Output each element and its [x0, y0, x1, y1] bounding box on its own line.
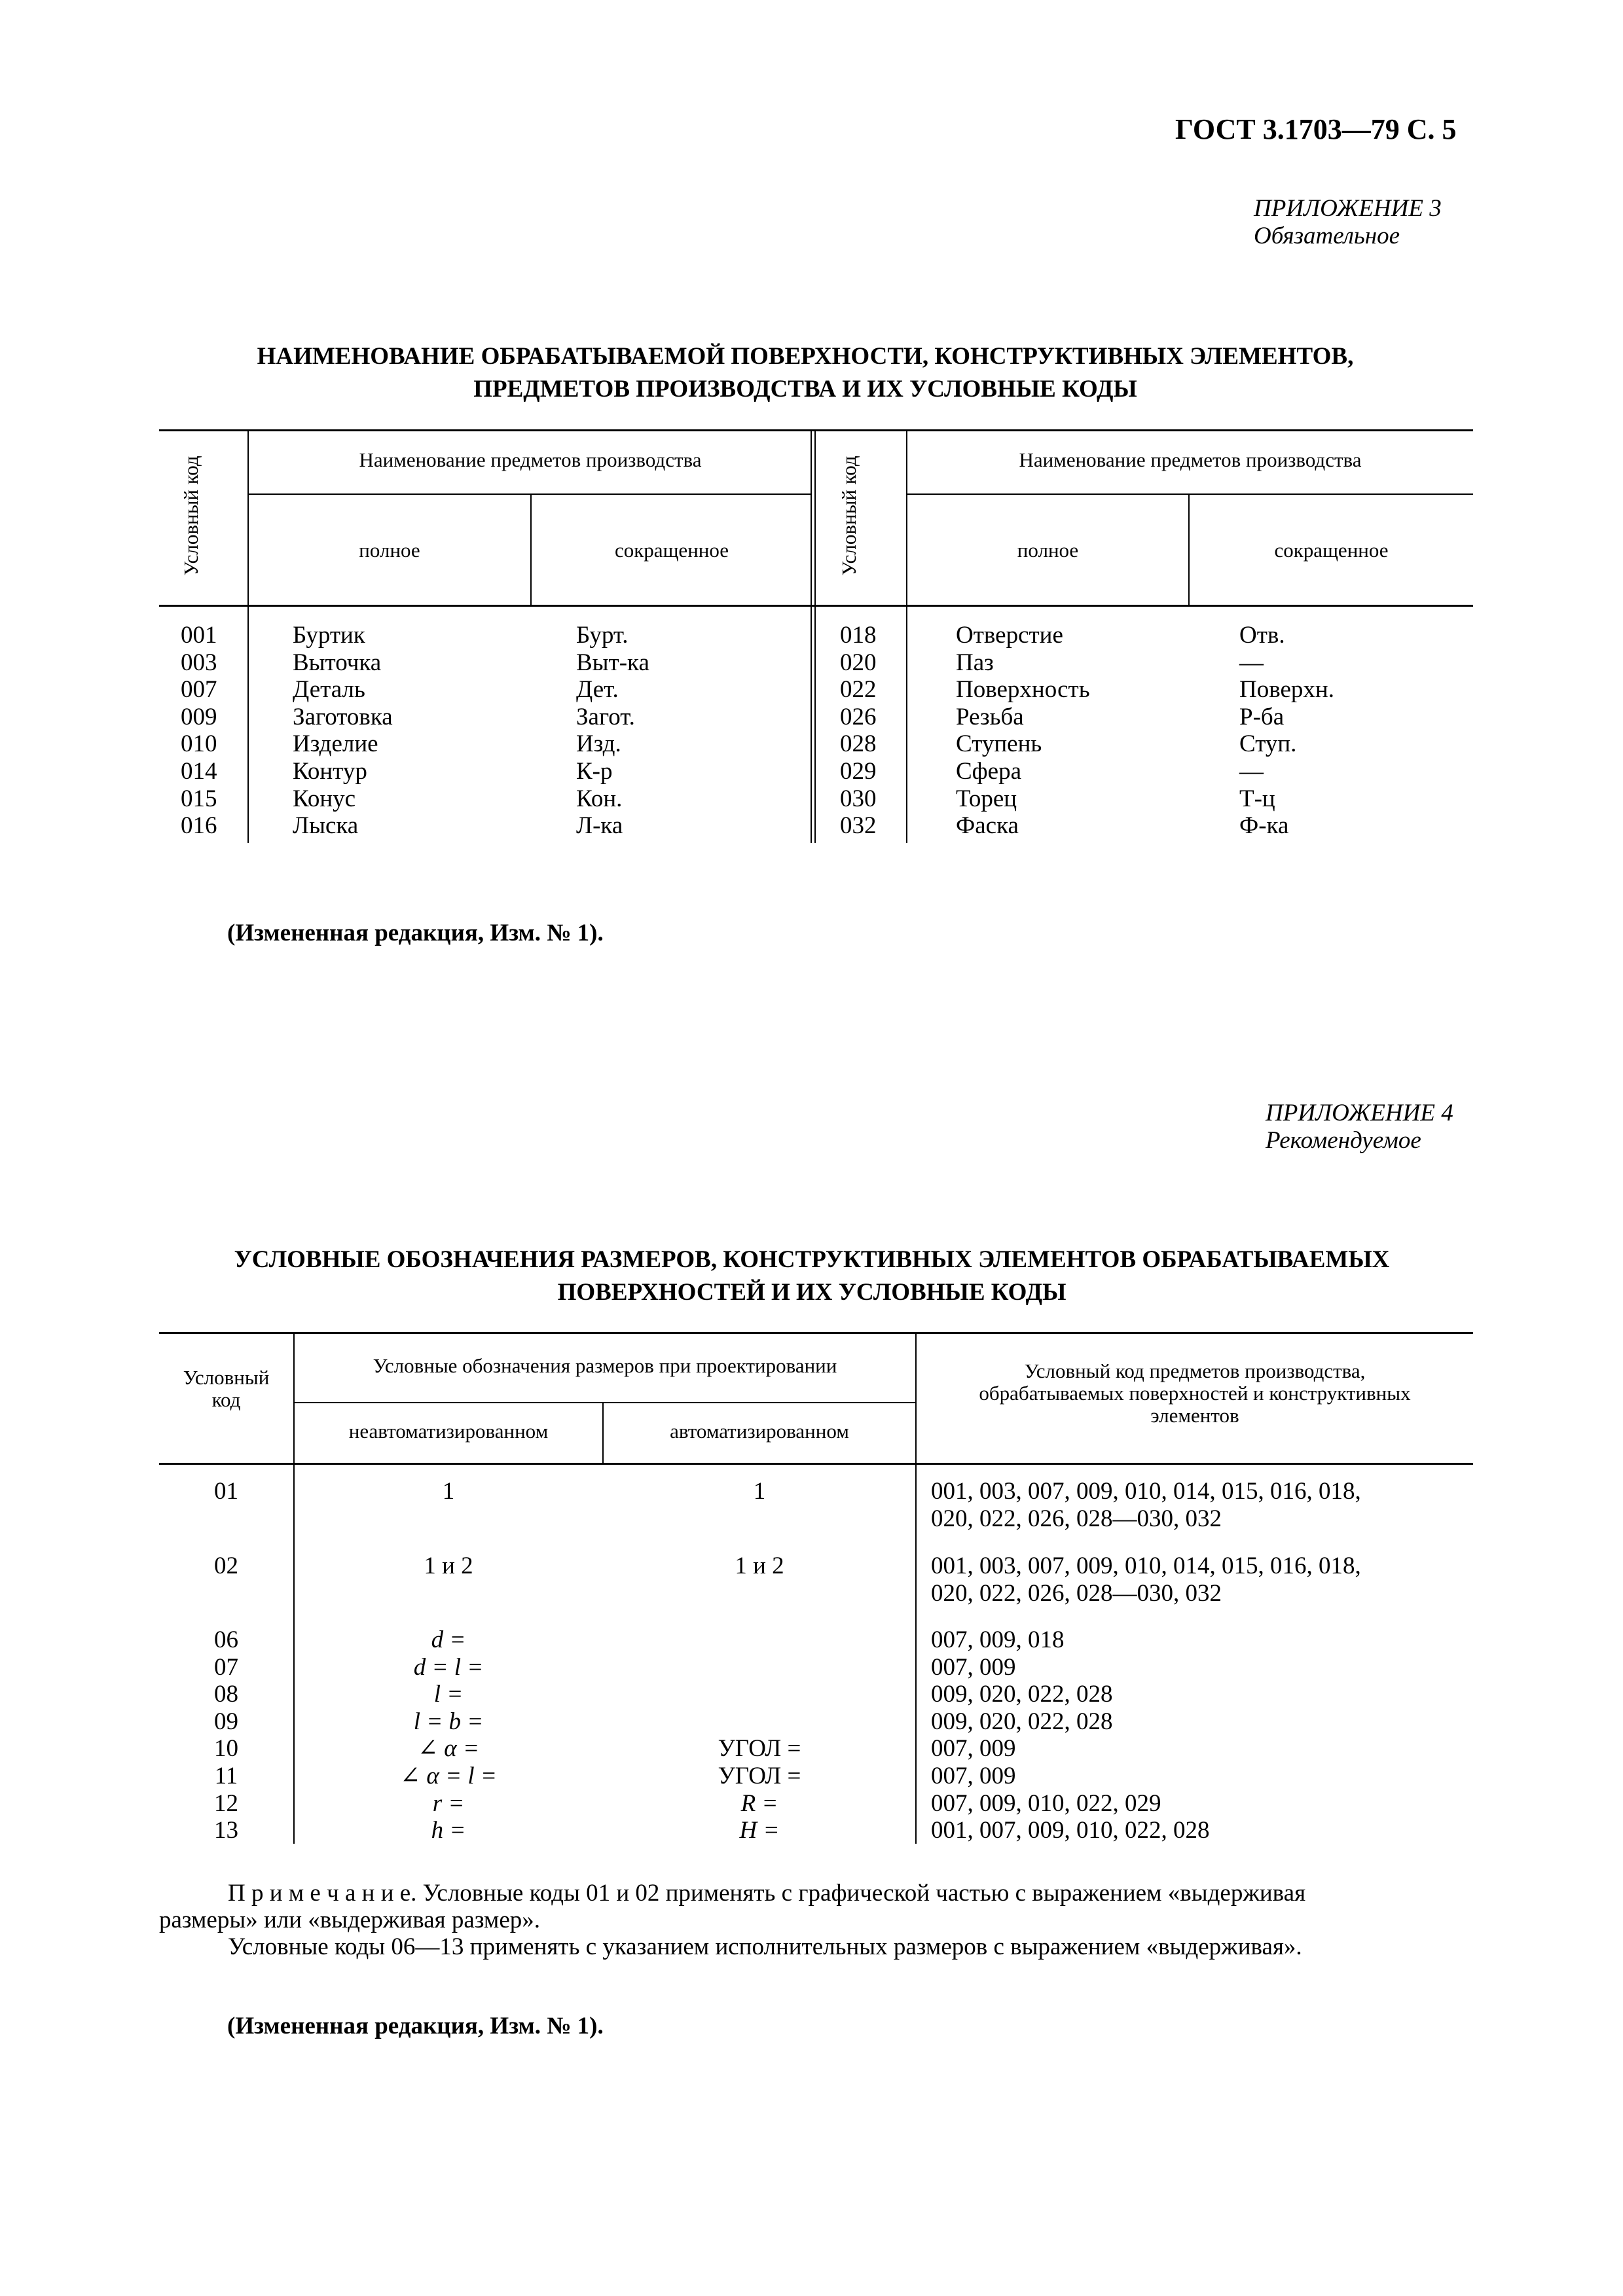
- table-3-right-short: [1239, 622, 1334, 840]
- table-row-code: 010: [181, 730, 217, 758]
- table-4-code-header-line-2: код: [211, 1388, 241, 1411]
- table-row-applies: 007, 009, 010, 022, 029: [931, 1789, 1161, 1817]
- table-row-code: 030: [840, 785, 877, 812]
- table-row-manual: 1: [442, 1478, 455, 1505]
- table-3-vline-3b: [814, 429, 816, 843]
- table-row-code: 02: [214, 1552, 238, 1579]
- table-4-applies-header-line-2: обрабатываемых поверхностей и конструктивных: [979, 1382, 1411, 1405]
- table-row-code: 026: [840, 703, 877, 730]
- table-row-code: 014: [181, 757, 217, 785]
- table-row-manual: ∠ α = l =: [400, 1762, 497, 1789]
- table-row-code: 007: [181, 676, 217, 704]
- appendix-4-revision-note: (Измененная редакция, Изм. № 1).: [227, 2013, 604, 2039]
- table-3-left-full: [293, 622, 393, 840]
- table-row-full: Лыска: [293, 812, 359, 840]
- appendix-4-status: Рекомендуемое: [1266, 1127, 1421, 1154]
- table-4-manual-header: неавтоматизированном: [348, 1420, 549, 1443]
- table-row-code: 009: [181, 703, 217, 730]
- table-row-auto: H =: [739, 1817, 780, 1844]
- table-row-code: 032: [840, 812, 877, 840]
- table-row-short: Ступ.: [1239, 730, 1297, 758]
- table-3-left-short: [576, 622, 649, 840]
- table-3-header-rule-right: [907, 493, 1473, 495]
- table-row-code: 001: [181, 622, 217, 649]
- appendix-3-status: Обязательное: [1254, 223, 1400, 249]
- table-row-full: Торец: [956, 785, 1017, 812]
- table-row-short: Кон.: [576, 785, 623, 812]
- appendix-4-title: [151, 1244, 1473, 1309]
- table-4-top-border: [159, 1332, 1473, 1334]
- table-row-full: Конус: [293, 785, 356, 812]
- appendix-3-title: [151, 340, 1460, 406]
- table-3-full-header-left: полное: [359, 539, 420, 562]
- table-row-code: 07: [214, 1653, 238, 1681]
- table-4-header-bottom-border: [159, 1463, 1473, 1465]
- table-row-full: Выточка: [293, 649, 382, 676]
- table-row-code: 01: [214, 1478, 238, 1505]
- table-row-full: Поверхность: [956, 676, 1090, 704]
- table-row-manual: h =: [431, 1817, 466, 1844]
- table-row-applies-line-2: 020, 022, 026, 028—030, 032: [931, 1579, 1222, 1607]
- table-4-codes-column: [159, 1626, 293, 1844]
- table-row-full: Резьба: [956, 703, 1024, 730]
- table-4-auto-column: [604, 1626, 915, 1844]
- table-4-manual-column: [295, 1626, 602, 1844]
- table-3-vline-1: [247, 429, 249, 843]
- table-row-code: 028: [840, 730, 877, 758]
- table-row-auto: УГОЛ =: [718, 1735, 801, 1763]
- table-row-applies: 007, 009, 018: [931, 1626, 1065, 1653]
- table-row-full: Паз: [956, 649, 994, 676]
- table-3-vline-3a: [811, 429, 812, 843]
- table-row-code: 003: [181, 649, 217, 676]
- appendix-3-revision-note: (Измененная редакция, Изм. № 1).: [227, 920, 604, 946]
- table-row-manual: r =: [432, 1789, 465, 1817]
- table-row-code: 015: [181, 785, 217, 812]
- table-row-full: Буртик: [293, 622, 365, 649]
- table-row-manual: d =: [431, 1626, 466, 1653]
- table-3-vline-4: [906, 429, 907, 843]
- appendix-3-label: ПРИЛОЖЕНИЕ 3: [1254, 195, 1442, 222]
- table-row-short: Бурт.: [576, 622, 629, 649]
- table-3-left-codes: [181, 622, 217, 840]
- table-row-short: Отв.: [1239, 622, 1285, 649]
- table-row-full: Контур: [293, 757, 367, 785]
- table-4-applies-column: [931, 1626, 1210, 1844]
- table-3-short-header-left: сокращенное: [614, 539, 729, 562]
- table-4-applies-header-line-3: элементов: [1150, 1404, 1239, 1427]
- table-4-code-header: [159, 1367, 293, 1411]
- table-row-code: 10: [214, 1735, 238, 1763]
- table-row-code: 018: [840, 622, 877, 649]
- table-4-design-header: Условные обозначения размеров при проектировании: [373, 1354, 837, 1377]
- appendix-4-note: [159, 1880, 1475, 1960]
- table-row-short: —: [1239, 757, 1264, 785]
- table-row-full: Деталь: [293, 676, 365, 704]
- table-row-short: К-р: [576, 757, 613, 785]
- table-row-full: Изделие: [293, 730, 378, 758]
- table-row-auto: [604, 1708, 915, 1736]
- table-3-header-bottom-border: [159, 605, 1473, 607]
- table-row-code: 020: [840, 649, 877, 676]
- table-row-code: 029: [840, 757, 877, 785]
- table-row-applies: [931, 1552, 1361, 1607]
- appendix-4-title-line-1: УСЛОВНЫЕ ОБОЗНАЧЕНИЯ РАЗМЕРОВ, КОНСТРУКТИВНЫХ ЭЛЕМЕНТОВ ОБРАБАТЫВАЕМЫХ: [234, 1246, 1390, 1273]
- table-row-auto: [604, 1654, 915, 1681]
- table-4-applies-header-line-1: Условный код предметов производства,: [1024, 1359, 1366, 1382]
- table-row-applies: 007, 009: [931, 1653, 1016, 1681]
- table-row-manual: d = l =: [413, 1653, 484, 1681]
- table-row-short: Поверхн.: [1239, 676, 1334, 704]
- table-row-code: 11: [214, 1762, 238, 1789]
- table-row-code: 016: [181, 812, 217, 840]
- table-row-short: Ф-ка: [1239, 812, 1289, 840]
- table-row-short: Т-ц: [1239, 785, 1275, 812]
- table-3-code-header-right: Условный код: [837, 456, 860, 576]
- appendix-3-title-line-1: НАИМЕНОВАНИЕ ОБРАБАТЫВАЕМОЙ ПОВЕРХНОСТИ, КОНСТРУКТИВНЫХ ЭЛЕМЕНТОВ,: [257, 343, 1354, 370]
- table-row-manual: l =: [433, 1681, 464, 1708]
- table-row-applies: 007, 009: [931, 1735, 1016, 1763]
- table-4-auto-header: автоматизированном: [670, 1420, 849, 1443]
- table-3-short-header-right: сокращенное: [1274, 539, 1389, 562]
- table-row-auto: R =: [740, 1789, 778, 1817]
- table-row-applies: [931, 1478, 1361, 1532]
- table-3-code-header-left: Условный код: [179, 456, 202, 576]
- appendix-3-title-line-2: ПРЕДМЕТОВ ПРОИЗВОДСТВА И ИХ УСЛОВНЫЕ КОДЫ: [473, 376, 1137, 403]
- table-row-auto: 1: [753, 1478, 766, 1505]
- table-3-right-full: [956, 622, 1090, 840]
- table-4-applies-header: [917, 1360, 1473, 1427]
- table-row-full: Заготовка: [293, 703, 393, 730]
- table-row-short: Дет.: [576, 676, 619, 704]
- table-row-short: Загот.: [576, 703, 635, 730]
- table-3-top-border: [159, 429, 1473, 431]
- table-row-short: —: [1239, 649, 1264, 676]
- table-row-code: 06: [214, 1626, 238, 1653]
- appendix-4-title-line-2: ПОВЕРХНОСТЕЙ И ИХ УСЛОВНЫЕ КОДЫ: [557, 1279, 1067, 1306]
- table-row-auto: 1 и 2: [735, 1552, 784, 1579]
- table-3-name-header-right: Наименование предметов производства: [1019, 448, 1362, 471]
- table-row-short: Выт-ка: [576, 649, 649, 676]
- appendix-4-note-line-2: размеры» или «выдерживая размер».: [159, 1907, 540, 1933]
- table-row-manual: ∠ α =: [418, 1735, 479, 1763]
- table-row-code: 13: [214, 1817, 238, 1844]
- table-3-right-codes: [840, 622, 877, 840]
- table-3-name-header-left: Наименование предметов производства: [359, 448, 702, 471]
- table-row-full: Ступень: [956, 730, 1042, 758]
- table-row-applies-line-1: 001, 003, 007, 009, 010, 014, 015, 016, 018,: [931, 1552, 1361, 1579]
- table-4-code-header-line-1: Условный: [183, 1366, 270, 1389]
- table-row-code: 12: [214, 1789, 238, 1817]
- table-row-full: Отверстие: [956, 622, 1063, 649]
- table-row-code: 022: [840, 676, 877, 704]
- table-row-full: Фаска: [956, 812, 1019, 840]
- table-row-applies: 009, 020, 022, 028: [931, 1681, 1113, 1708]
- appendix-4-note-line-1: П р и м е ч а н и е. Условные коды 01 и 02 применять с графической частью с выражением «выдерживая: [228, 1880, 1306, 1907]
- page-header: ГОСТ 3.1703—79 С. 5: [1175, 113, 1457, 145]
- table-row-applies-line-2: 020, 022, 026, 028—030, 032: [931, 1505, 1222, 1532]
- table-row-manual: l = b =: [413, 1708, 484, 1735]
- table-row-auto: УГОЛ =: [718, 1762, 801, 1789]
- table-row-code: 08: [214, 1681, 238, 1708]
- table-4-header-rule: [295, 1402, 917, 1403]
- table-row-short: Р-ба: [1239, 703, 1285, 730]
- table-row-auto: [604, 1681, 915, 1708]
- table-row-code: 09: [214, 1708, 238, 1735]
- table-row-applies: 007, 009: [931, 1762, 1016, 1789]
- table-3-full-header-right: полное: [1017, 539, 1079, 562]
- table-row-auto: [604, 1626, 915, 1654]
- table-row-short: Изд.: [576, 730, 621, 758]
- table-row-applies: 009, 020, 022, 028: [931, 1708, 1113, 1735]
- table-row-short: Л-ка: [576, 812, 623, 840]
- appendix-4-note-line-3: Условные коды 06—13 применять с указанием исполнительных размеров с выражением «выдерживая».: [228, 1933, 1302, 1960]
- table-row-full: Сфера: [956, 757, 1021, 785]
- table-row-applies-line-1: 001, 003, 007, 009, 010, 014, 015, 016, 018,: [931, 1478, 1361, 1505]
- table-row-manual: 1 и 2: [424, 1552, 473, 1579]
- appendix-4-label: ПРИЛОЖЕНИЕ 4: [1266, 1100, 1453, 1126]
- table-row-applies: 001, 007, 009, 010, 022, 028: [931, 1817, 1210, 1844]
